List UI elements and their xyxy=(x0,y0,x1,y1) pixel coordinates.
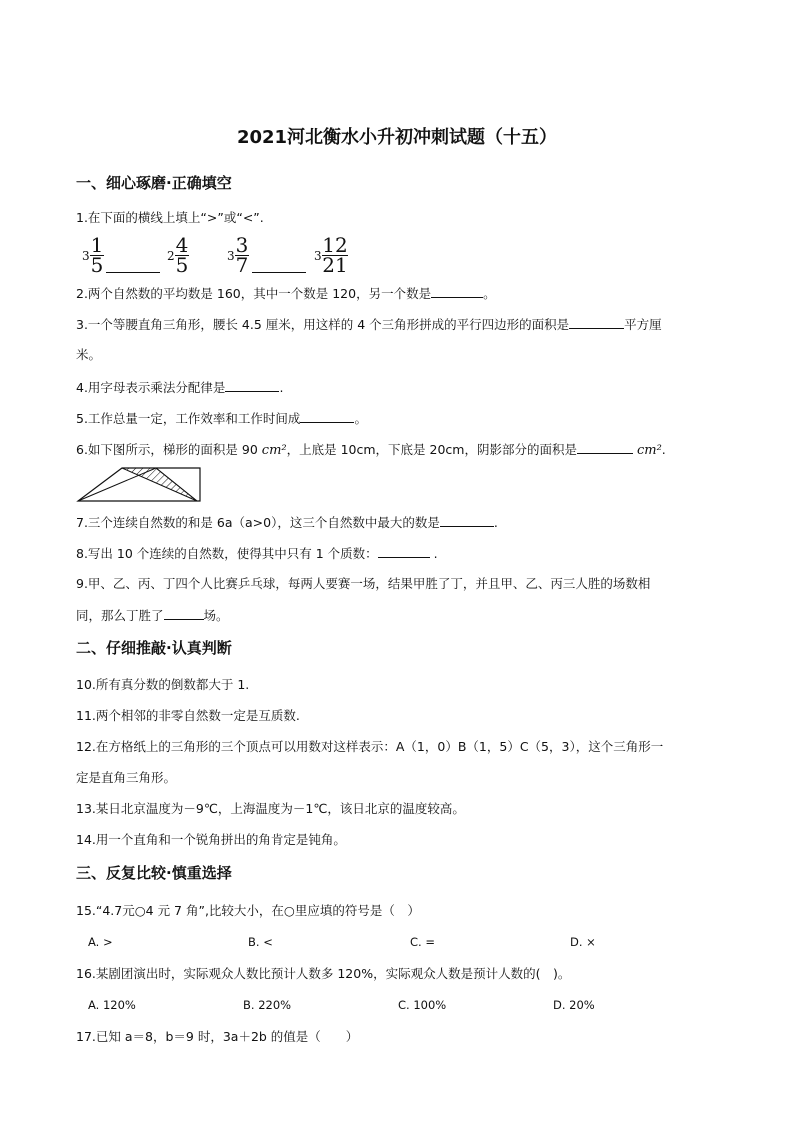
question-5 xyxy=(76,410,367,427)
question-14: 14.用一个直角和一个锐角拼出的角肯定是钝角。 xyxy=(76,832,346,847)
section-heading-choose: 三、反复比较·慎重选择 xyxy=(76,864,232,882)
fraction xyxy=(90,233,104,277)
answer-blank[interactable] xyxy=(378,545,430,558)
denominator: 21 xyxy=(322,253,348,277)
choice-a[interactable]: A. > xyxy=(88,935,113,949)
question-text: 2.两个自然数的平均数是 160，其中一个数是 120，另一个数是 xyxy=(76,286,432,301)
question-6 xyxy=(76,441,666,459)
question-text: 4.用字母表示乘法分配律是 xyxy=(76,380,226,395)
section-heading-fill-in: 一、细心琢磨·正确填空 xyxy=(76,174,232,192)
question-text: 同，那么丁胜了 xyxy=(76,608,164,623)
question-15: 15.“4.7元○4 元 7 角”,比较大小，在○里应填的符号是（ ） xyxy=(76,903,420,918)
question-11: 11.两个相邻的非零自然数一定是互质数. xyxy=(76,708,300,723)
whole-part: 3 xyxy=(314,249,322,263)
question-8 xyxy=(76,545,438,562)
choice-b[interactable]: B. < xyxy=(248,935,273,949)
unit-cm2: cm² xyxy=(261,443,287,458)
answer-blank[interactable] xyxy=(225,379,279,392)
question-17: 17.已知 a＝8，b＝9 时，3a＋2b 的值是（ ） xyxy=(76,1029,359,1044)
question-text: 8.写出 10 个连续的自然数，使得其中只有 1 个质数： xyxy=(76,546,378,561)
shaded-triangle xyxy=(122,468,197,501)
choice-b[interactable]: B. 220% xyxy=(243,998,292,1012)
choice-d[interactable]: D. × xyxy=(570,935,596,949)
numerator: 1 xyxy=(90,233,104,257)
question-text: 5.工作总量一定，工作效率和工作时间成 xyxy=(76,411,301,426)
section-heading-judge: 二、仔细推敲·认真判断 xyxy=(76,639,232,657)
whole-part: 2 xyxy=(167,249,175,263)
answer-blank[interactable] xyxy=(440,514,494,527)
question-2 xyxy=(76,285,496,302)
choice-a[interactable]: A. 120% xyxy=(88,998,136,1012)
question-text-end: 。 xyxy=(483,286,496,301)
question-9-line-2 xyxy=(76,607,229,624)
answer-blank[interactable] xyxy=(300,410,354,423)
fraction xyxy=(175,233,189,277)
question-text-end: . xyxy=(493,515,498,530)
answer-blank[interactable] xyxy=(252,260,306,273)
question-7 xyxy=(76,514,498,531)
answer-blank[interactable] xyxy=(106,260,160,273)
answer-blank[interactable] xyxy=(164,607,204,620)
question-9: 9.甲、乙、丙、丁四个人比赛乒乓球，每两人要赛一场，结果甲胜了丁，并且甲、乙、丙三人胜的场数相 xyxy=(76,576,651,591)
numerator: 4 xyxy=(175,233,189,257)
question-1: 1.在下面的横线上填上“>”或“<”. xyxy=(76,210,264,225)
question-text-end: 平方厘 xyxy=(624,317,662,332)
trapezoid-diagram xyxy=(76,464,204,504)
fraction xyxy=(235,233,249,277)
whole-part: 3 xyxy=(82,249,90,263)
page-title: 2021河北衡水小升初冲刺试题（十五） xyxy=(236,127,558,148)
question-text-end: . xyxy=(279,380,284,395)
whole-part: 3 xyxy=(227,249,235,263)
question-text: 3.一个等腰直角三角形，腰长 4.5 厘米，用这样的 4 个三角形拼成的平行四边形的面积是 xyxy=(76,317,570,332)
question-12: 12.在方格纸上的三角形的三个顶点可以用数对这样表示：A（1，0）B（1，5）C（5，3），这个三角形一 xyxy=(76,739,664,754)
denominator: 5 xyxy=(175,253,189,277)
denominator: 5 xyxy=(90,253,104,277)
denominator: 7 xyxy=(235,253,249,277)
question-text-mid: ，上底是 10cm，下底是 20cm，阴影部分的面积是 xyxy=(286,442,577,457)
question-15-choices xyxy=(0,935,794,951)
question-text: 7.三个连续自然数的和是 6a（a>0），这三个自然数中最大的数是 xyxy=(76,515,440,530)
fraction xyxy=(322,233,348,277)
question-13: 13.某日北京温度为－9℃，上海温度为－1℃，该日北京的温度较高。 xyxy=(76,801,465,816)
choice-c[interactable]: C. = xyxy=(410,935,435,949)
question-text-end: . xyxy=(433,546,438,561)
question-3-line-2: 米。 xyxy=(76,347,102,362)
choice-c[interactable]: C. 100% xyxy=(398,998,447,1012)
numerator: 12 xyxy=(322,233,348,257)
choice-d[interactable]: D. 20% xyxy=(553,998,595,1012)
unit-cm2: cm² xyxy=(636,443,662,458)
question-text: 6.如下图所示，梯形的面积是 90 xyxy=(76,442,258,457)
question-4 xyxy=(76,379,283,396)
numerator: 3 xyxy=(235,233,249,257)
question-12-line-2: 定是直角三角形。 xyxy=(76,770,177,785)
diagonal-line xyxy=(78,468,156,501)
question-text-end: 场。 xyxy=(203,608,229,623)
question-3 xyxy=(76,316,662,333)
question-16-choices xyxy=(0,998,794,1014)
question-text-end: 。 xyxy=(354,411,367,426)
question-1-fraction-row xyxy=(82,233,382,277)
question-10: 10.所有真分数的倒数都大于 1. xyxy=(76,677,250,692)
question-16: 16.某剧团演出时，实际观众人数比预计人数多 120%，实际观众人数是预计人数的( )。 xyxy=(76,966,571,981)
answer-blank[interactable] xyxy=(569,316,624,329)
answer-blank[interactable] xyxy=(577,441,633,454)
question-text-end: . xyxy=(661,442,666,457)
answer-blank[interactable] xyxy=(431,285,483,298)
